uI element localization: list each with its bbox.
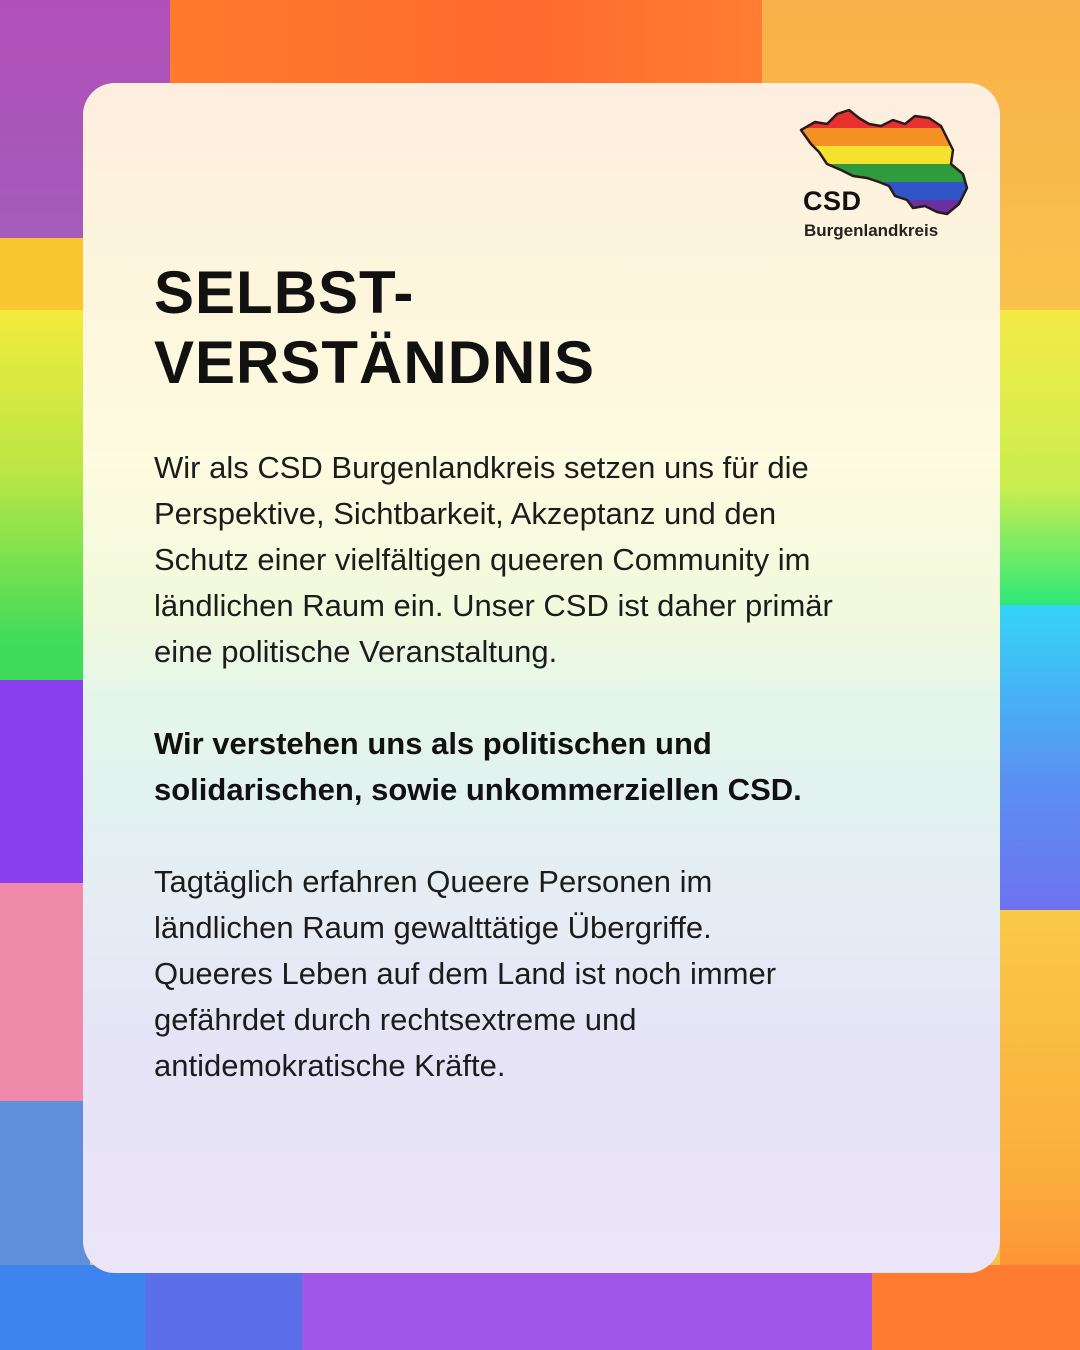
bg-tile-left-yellow: [0, 238, 90, 310]
page-title: [154, 258, 595, 398]
mission-paragraph: [154, 445, 954, 675]
text-line: ländlichen Raum ein. Unser CSD ist daher primär: [154, 588, 833, 623]
bg-tile-left-lime: [0, 310, 90, 680]
text-line: Perspektive, Sichtbarkeit, Akzeptanz und den: [154, 496, 777, 531]
bg-tile-right-blue: [1000, 605, 1080, 910]
bg-tile-left-slate: [0, 1101, 90, 1265]
text-line: eine politische Veranstaltung.: [154, 634, 558, 669]
text-line: Tagtäglich erfahren Queere Personen im: [154, 864, 713, 899]
text-line: gefährdet durch rechtsextreme und: [154, 1002, 637, 1037]
bg-tile-bottom-violet: [302, 1265, 872, 1350]
page-title-line-1: SELBST-: [154, 259, 415, 326]
text-line: solidarischen, sowie unkommerziellen CSD.: [154, 772, 802, 807]
text-line: antidemokratische Kräfte.: [154, 1048, 506, 1083]
csd-logo: [797, 108, 972, 248]
bg-tile-top-middle: [170, 0, 762, 90]
logo-title: CSD: [803, 186, 862, 216]
text-line: Schutz einer vielfältigen queeren Community im: [154, 542, 811, 577]
text-line: ländlichen Raum gewalttätige Übergriffe.: [154, 910, 712, 945]
bg-tile-bottom-orange: [872, 1265, 1080, 1350]
bg-tile-bottom-blue: [0, 1265, 145, 1350]
threat-paragraph: [154, 859, 954, 1089]
bg-tile-bottom-indigo: [145, 1265, 302, 1350]
text-line: Wir verstehen uns als politischen und: [154, 726, 712, 761]
page-title-line-2: VERSTÄNDNIS: [154, 329, 596, 396]
bg-tile-right-yellow: [1000, 310, 1080, 605]
text-line: Queeres Leben auf dem Land ist noch immer: [154, 956, 777, 991]
logo-subtitle: Burgenlandkreis: [804, 221, 939, 240]
bg-tile-left-purple: [0, 680, 90, 883]
bg-tile-left-pink: [0, 883, 90, 1101]
political-statement-paragraph: [154, 721, 954, 813]
text-line: Wir als CSD Burgenlandkreis setzen uns für die: [154, 450, 809, 485]
